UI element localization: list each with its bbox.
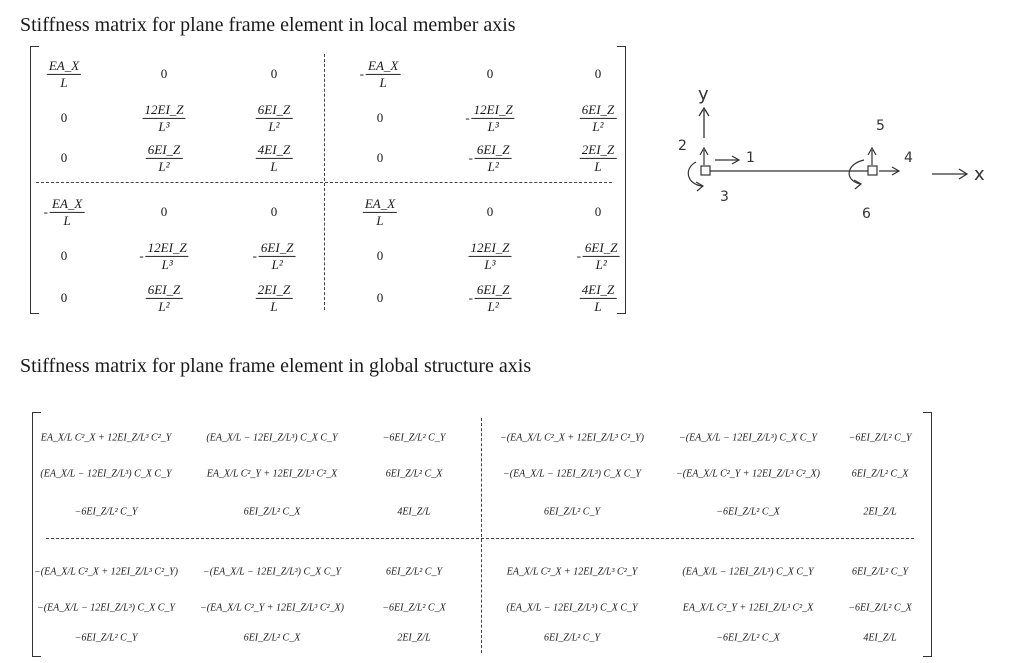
matrix-cell [580, 282, 617, 314]
matrix-cell [146, 142, 183, 174]
denominator: L² [158, 158, 170, 174]
matrix-cell: 6EI_Z/L² C_X [385, 468, 443, 480]
fraction [363, 196, 397, 228]
denominator: L [270, 298, 278, 314]
numerator: EA_X [364, 195, 396, 211]
matrix-cell [469, 240, 512, 272]
denominator: L² [158, 298, 170, 314]
matrix-cell [271, 204, 278, 220]
cell-value: 0 [60, 110, 68, 125]
denominator: L² [487, 298, 499, 314]
fraction [469, 240, 512, 272]
dof-2-label: 2 [678, 138, 687, 154]
matrix-cell: 6EI_Z/L² C_Y [851, 566, 909, 578]
matrix-cell: EA_X/L C²_X + 12EI_Z/L³ C²_Y [506, 566, 638, 578]
matrix-cell [256, 142, 293, 174]
dof-6-label: 6 [862, 206, 871, 222]
matrix-cell [377, 248, 384, 264]
matrix-cell [253, 240, 296, 272]
cell-sign: - [576, 248, 581, 263]
x-axis-label: x [974, 164, 985, 185]
matrix-cell [465, 102, 514, 134]
numerator: 2EI_Z [581, 141, 615, 157]
matrix-cell: −(EA_X/L C²_Y + 12EI_Z/L³ C²_X) [200, 602, 344, 614]
matrix-cell: −(EA_X/L − 12EI_Z/L³) C_X C_Y [679, 432, 817, 444]
global-stiffness-matrix [32, 412, 932, 657]
local-stiffness-matrix [30, 46, 626, 314]
numerator: EA_X [368, 57, 399, 73]
matrix-cell [143, 102, 186, 134]
right-bracket [617, 46, 626, 314]
matrix-cell [595, 66, 602, 82]
matrix-cell [577, 240, 620, 272]
fraction [475, 282, 512, 314]
matrix-cell [161, 204, 168, 220]
matrix-cell [377, 150, 384, 166]
matrix-cell [61, 150, 68, 166]
cell-value: 0 [160, 204, 168, 219]
numerator: 6EI_Z [147, 141, 181, 157]
fraction [143, 102, 186, 134]
matrix-cell: 6EI_Z/L² C_X [243, 632, 301, 644]
denominator: L³ [487, 118, 499, 134]
matrix-cell: −6EI_Z/L² C_Y [74, 632, 138, 644]
numerator: 6EI_Z [476, 141, 510, 157]
matrix-cell: −(EA_X/L C²_X + 12EI_Z/L³ C²_Y) [500, 432, 644, 444]
fraction [256, 102, 293, 134]
numerator: 6EI_Z [584, 239, 618, 255]
cell-sign: - [359, 66, 365, 81]
fraction [146, 240, 189, 272]
cell-value: 0 [376, 248, 384, 263]
matrix-cell: −6EI_Z/L² C_Y [382, 432, 446, 444]
matrix-cell: 4EI_Z/L [397, 506, 431, 518]
cell-value: 0 [376, 110, 384, 125]
matrix-cell [580, 102, 617, 134]
numerator: 2EI_Z [257, 281, 291, 297]
numerator: 12EI_Z [473, 101, 513, 117]
fraction [580, 142, 617, 174]
matrix-cell [47, 58, 81, 90]
fraction [366, 58, 400, 90]
matrix-cell: 6EI_Z/L² C_X [851, 468, 909, 480]
denominator: L³ [161, 256, 173, 272]
cell-value: 0 [60, 290, 68, 305]
cell-sign: - [139, 248, 144, 263]
matrix-cell: −(EA_X/L C²_X + 12EI_Z/L³ C²_Y) [34, 566, 178, 578]
denominator: L [60, 74, 68, 90]
numerator: 6EI_Z [476, 281, 510, 297]
matrix-cell [139, 240, 188, 272]
partition-line-horizontal [46, 538, 914, 539]
fraction [472, 102, 515, 134]
matrix-cell [61, 110, 68, 126]
denominator: L [63, 212, 71, 228]
dof-3-label: 3 [720, 189, 729, 205]
matrix-cell [61, 248, 68, 264]
numerator: 12EI_Z [144, 101, 184, 117]
matrix-cell [487, 66, 494, 82]
right-bracket [923, 412, 932, 657]
matrix-cell [363, 196, 397, 228]
matrix-cell: −6EI_Z/L² C_Y [74, 506, 138, 518]
numerator: 12EI_Z [470, 239, 510, 255]
cell-value: 0 [376, 290, 384, 305]
fraction [256, 282, 293, 314]
cell-value: 0 [160, 66, 168, 81]
cell-value: 0 [486, 66, 494, 81]
fraction [47, 58, 81, 90]
matrix-cell: −(EA_X/L − 12EI_Z/L³) C_X C_Y [503, 468, 641, 480]
matrix-cell: 2EI_Z/L [397, 632, 431, 644]
numerator: 4EI_Z [581, 281, 615, 297]
matrix-cell: 2EI_Z/L [863, 506, 897, 518]
denominator: L³ [158, 118, 170, 134]
cell-value: 0 [60, 248, 68, 263]
matrix-cell [595, 204, 602, 220]
cell-value: 0 [60, 150, 68, 165]
numerator: 6EI_Z [147, 281, 181, 297]
denominator: L [594, 158, 602, 174]
dof-5-label: 5 [876, 118, 885, 134]
matrix-cell [271, 66, 278, 82]
matrix-cell: −6EI_Z/L² C_X [716, 632, 780, 644]
numerator: 6EI_Z [581, 101, 615, 117]
cell-value: 0 [270, 66, 278, 81]
matrix-cell [469, 282, 512, 314]
fraction [583, 240, 620, 272]
matrix-cell: EA_X/L C²_X + 12EI_Z/L³ C²_Y [40, 432, 172, 444]
denominator: L [594, 298, 602, 314]
fraction [259, 240, 296, 272]
cell-sign: - [252, 248, 257, 263]
matrix-cell [44, 196, 85, 228]
numerator: 6EI_Z [257, 101, 291, 117]
cell-value: 0 [594, 204, 602, 219]
fraction [580, 102, 617, 134]
denominator: L [376, 212, 384, 228]
matrix-cell: −(EA_X/L − 12EI_Z/L³) C_X C_Y [37, 602, 175, 614]
matrix-cell [469, 142, 512, 174]
matrix-cell: 6EI_Z/L² C_Y [543, 632, 601, 644]
matrix-cell: 6EI_Z/L² C_Y [385, 566, 443, 578]
fraction [256, 142, 293, 174]
matrix-cell [377, 290, 384, 306]
matrix-cell: 4EI_Z/L [863, 632, 897, 644]
cell-sign: - [468, 150, 473, 165]
global-matrix-title: Stiffness matrix for plane frame element in global structure axis [20, 355, 532, 377]
denominator: L² [268, 118, 280, 134]
fraction [146, 142, 183, 174]
local-matrix-title: Stiffness matrix for plane frame element in local member axis [20, 14, 516, 36]
denominator: L² [595, 256, 607, 272]
matrix-cell [487, 204, 494, 220]
fraction [475, 142, 512, 174]
numerator: EA_X [48, 57, 80, 73]
denominator: L [270, 158, 278, 174]
cell-value: 0 [376, 150, 384, 165]
matrix-cell [146, 282, 183, 314]
numerator: EA_X [52, 195, 83, 211]
cell-value: 0 [594, 66, 602, 81]
fraction [146, 282, 183, 314]
matrix-cell [61, 290, 68, 306]
denominator: L² [487, 158, 499, 174]
matrix-cell: (EA_X/L − 12EI_Z/L³) C_X C_Y [682, 566, 814, 578]
dof-4-label: 4 [904, 150, 913, 166]
partition-line-horizontal [36, 182, 612, 183]
dof-1-label: 1 [746, 150, 755, 166]
matrix-cell [360, 58, 401, 90]
numerator: 4EI_Z [257, 141, 291, 157]
left-bracket [32, 412, 41, 657]
matrix-cell [161, 66, 168, 82]
numerator: 6EI_Z [260, 239, 294, 255]
matrix-cell: −(EA_X/L − 12EI_Z/L³) C_X C_Y [203, 566, 341, 578]
matrix-cell: (EA_X/L − 12EI_Z/L³) C_X C_Y [206, 432, 338, 444]
matrix-cell: 6EI_Z/L² C_X [243, 506, 301, 518]
fraction [50, 196, 84, 228]
cell-sign: - [43, 204, 49, 219]
denominator: L³ [484, 256, 496, 272]
matrix-cell [256, 102, 293, 134]
partition-line-vertical [481, 418, 482, 653]
frame-element-sketch [670, 76, 1010, 236]
cell-sign: - [468, 290, 473, 305]
denominator: L² [592, 118, 604, 134]
matrix-cell: EA_X/L C²_Y + 12EI_Z/L³ C²_X [206, 468, 338, 480]
matrix-cell [256, 282, 293, 314]
cell-value: 0 [486, 204, 494, 219]
matrix-cell: −6EI_Z/L² C_X [848, 602, 912, 614]
matrix-cell: −6EI_Z/L² C_X [716, 506, 780, 518]
cell-value: 0 [270, 204, 278, 219]
node-end [868, 166, 877, 175]
cell-sign: - [465, 110, 470, 125]
matrix-cell: 6EI_Z/L² C_Y [543, 506, 601, 518]
matrix-cell: (EA_X/L − 12EI_Z/L³) C_X C_Y [506, 602, 638, 614]
numerator: 12EI_Z [147, 239, 187, 255]
matrix-cell [580, 142, 617, 174]
denominator: L [379, 74, 387, 90]
y-axis-label: y [698, 84, 709, 105]
left-bracket [30, 46, 39, 314]
matrix-cell [377, 110, 384, 126]
matrix-cell: −6EI_Z/L² C_Y [848, 432, 912, 444]
matrix-cell: (EA_X/L − 12EI_Z/L³) C_X C_Y [40, 468, 172, 480]
denominator: L² [271, 256, 283, 272]
matrix-cell: EA_X/L C²_Y + 12EI_Z/L³ C²_X [682, 602, 814, 614]
matrix-cell: −6EI_Z/L² C_X [382, 602, 446, 614]
fraction [580, 282, 617, 314]
matrix-cell: −(EA_X/L C²_Y + 12EI_Z/L³ C²_X) [676, 468, 820, 480]
node-start [701, 166, 710, 175]
